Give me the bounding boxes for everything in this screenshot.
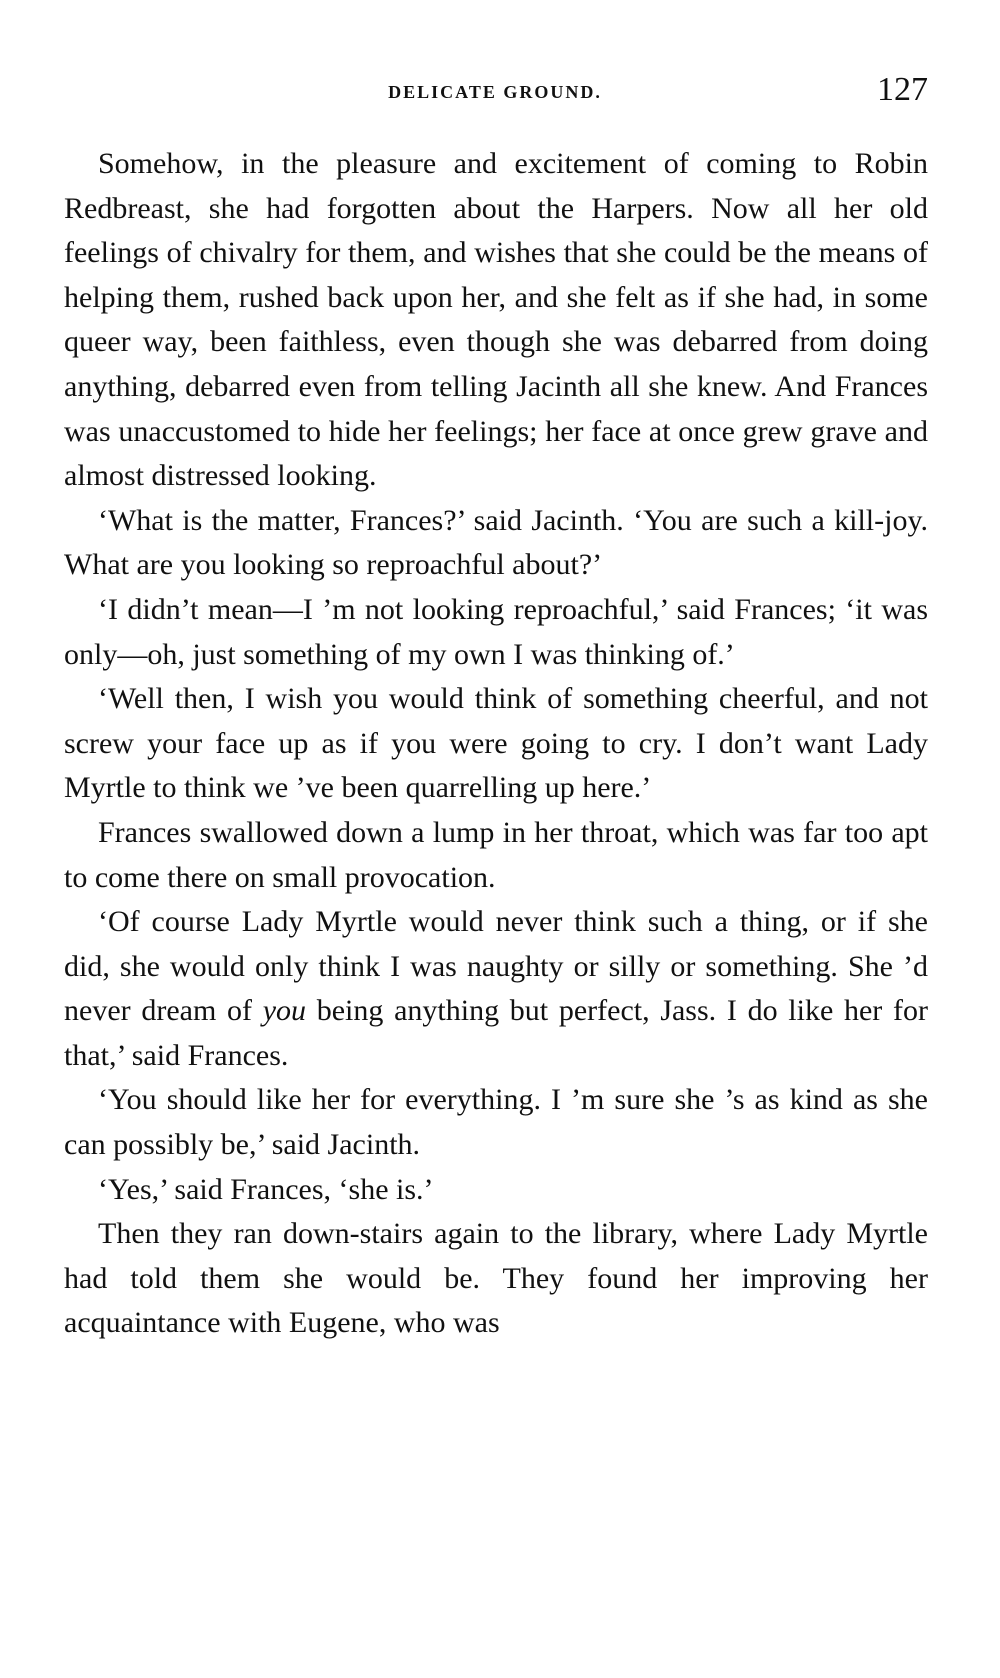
paragraph-7: ‘You should like her for everything. I ’m sure she ’s as kind as she can possibly be,’ said Jacinth. bbox=[64, 1083, 928, 1162]
chapter-title: DELICATE GROUND. bbox=[388, 82, 602, 102]
paragraph-5: Frances swallowed down a lump in her throat, which was far too apt to come there on small provocation. bbox=[64, 815, 928, 894]
paragraph-4: ‘Well then, I wish you would think of something cheerful, and not screw your face up as if you were going to cry. I don’t want Lady Myrtle to think we ’ve been quarrelling up here.’ bbox=[64, 682, 928, 805]
paragraph-9: Then they ran down-stairs again to the library, where Lady Myrtle had told them she would be. They found her improving her acquaintance with Eugene, who was bbox=[64, 1217, 928, 1340]
running-header bbox=[62, 70, 928, 118]
page-body bbox=[64, 142, 928, 1346]
paragraph-3: ‘I didn’t mean—I ’m not looking reproachful,’ said Frances; ‘it was only—oh, just something of my own I was thinking of.’ bbox=[64, 592, 928, 671]
paragraph-2: ‘What is the matter, Frances?’ said Jacinth. ‘You are such a kill-joy. What are you looking so reproachful about?’ bbox=[64, 503, 928, 582]
paragraph-6-italic-word: you bbox=[262, 994, 307, 1028]
paragraph-1: Somehow, in the pleasure and excitement of coming to Robin Redbreast, she had forgotten about the Harpers. Now all her old feelings of chivalry for them, and wishes that she could be the means of helping them, rushed back upon her, and she felt as if she had, in some queer way, been faithless, even though she was debarred from doing anything, debarred even from telling Jacinth all she knew. And Frances was unaccustomed to hide her feelings; her face at once grew grave and almost distressed looking. bbox=[64, 147, 928, 493]
page-number: 127 bbox=[877, 71, 928, 108]
paragraph-6 bbox=[64, 900, 928, 1078]
paragraph-6-text-after: being anything but perfect, Jass. I do like her for that,’ said Frances. bbox=[64, 994, 928, 1072]
paragraph-6-text-before: ‘Of course Lady Myrtle would never think such a thing, or if she did, she would only think I was naughty or silly or something. She ’d never dream of bbox=[64, 905, 928, 1028]
paragraph-8: ‘Yes,’ said Frances, ‘she is.’ bbox=[98, 1172, 434, 1206]
